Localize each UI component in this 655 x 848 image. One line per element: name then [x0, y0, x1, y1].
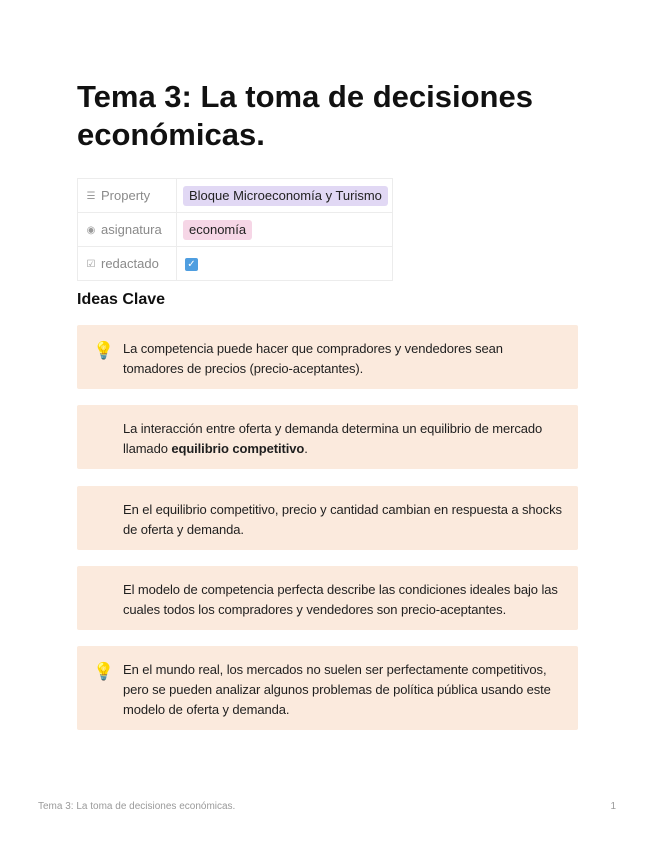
callout-5	[77, 646, 578, 730]
asignatura-value[interactable]	[177, 213, 393, 247]
checkbox-icon: ☑	[86, 259, 96, 270]
property-row	[78, 179, 393, 213]
asignatura-tag[interactable]: economía	[183, 220, 252, 240]
redactado-checkbox[interactable]: ✓	[185, 258, 198, 271]
callout-1	[77, 325, 578, 389]
asignatura-label: asignatura	[101, 222, 162, 237]
page-title: Tema 3: La toma de decisiones económicas.	[77, 79, 533, 152]
dropdown-circle-icon: ◉	[86, 225, 96, 236]
properties-table	[77, 178, 393, 281]
list-icon: ☰	[86, 191, 96, 202]
redactado-value[interactable]	[177, 247, 393, 281]
callout-2-bold-text: equilibrio competitivo	[171, 441, 305, 456]
page-number: 1	[610, 801, 616, 812]
lightbulb-icon: 💡	[93, 662, 115, 681]
section-heading: Ideas Clave	[77, 291, 166, 308]
redactado-label: redactado	[101, 256, 159, 271]
redactado-key	[78, 247, 177, 281]
property-tag[interactable]: Bloque Microeconomía y Turismo	[183, 186, 388, 206]
redactado-row	[78, 247, 393, 281]
callout-2-text-after: .	[304, 441, 308, 456]
lightbulb-icon: 💡	[93, 341, 115, 360]
callout-1-text: La competencia puede hacer que compradores y vendedores sean tomadores de precios (precio-aceptantes).	[123, 341, 503, 376]
property-key	[78, 179, 177, 213]
callout-4	[77, 566, 578, 630]
callout-2	[77, 405, 578, 469]
callout-5-text: En el mundo real, los mercados no suelen ser perfectamente competitivos, pero se pueden analizar algunos problemas de política pública usando este modelo de oferta y demanda.	[123, 662, 551, 717]
asignatura-row	[78, 213, 393, 247]
asignatura-key	[78, 213, 177, 247]
callout-2-text-before: La interacción entre oferta y demanda determina un equilibrio de mercado llamado	[123, 421, 543, 456]
property-value[interactable]	[177, 179, 393, 213]
callout-3	[77, 486, 578, 550]
property-label: Property	[101, 188, 151, 203]
callout-3-text: En el equilibrio competitivo, precio y cantidad cambian en respuesta a shocks de oferta y demanda.	[123, 502, 562, 537]
footer-text: Tema 3: La toma de decisiones económicas.	[38, 801, 236, 812]
callout-4-text: El modelo de competencia perfecta describe las condiciones ideales bajo las cuales todos los compradores y vendedores son precio-aceptantes.	[123, 582, 558, 617]
